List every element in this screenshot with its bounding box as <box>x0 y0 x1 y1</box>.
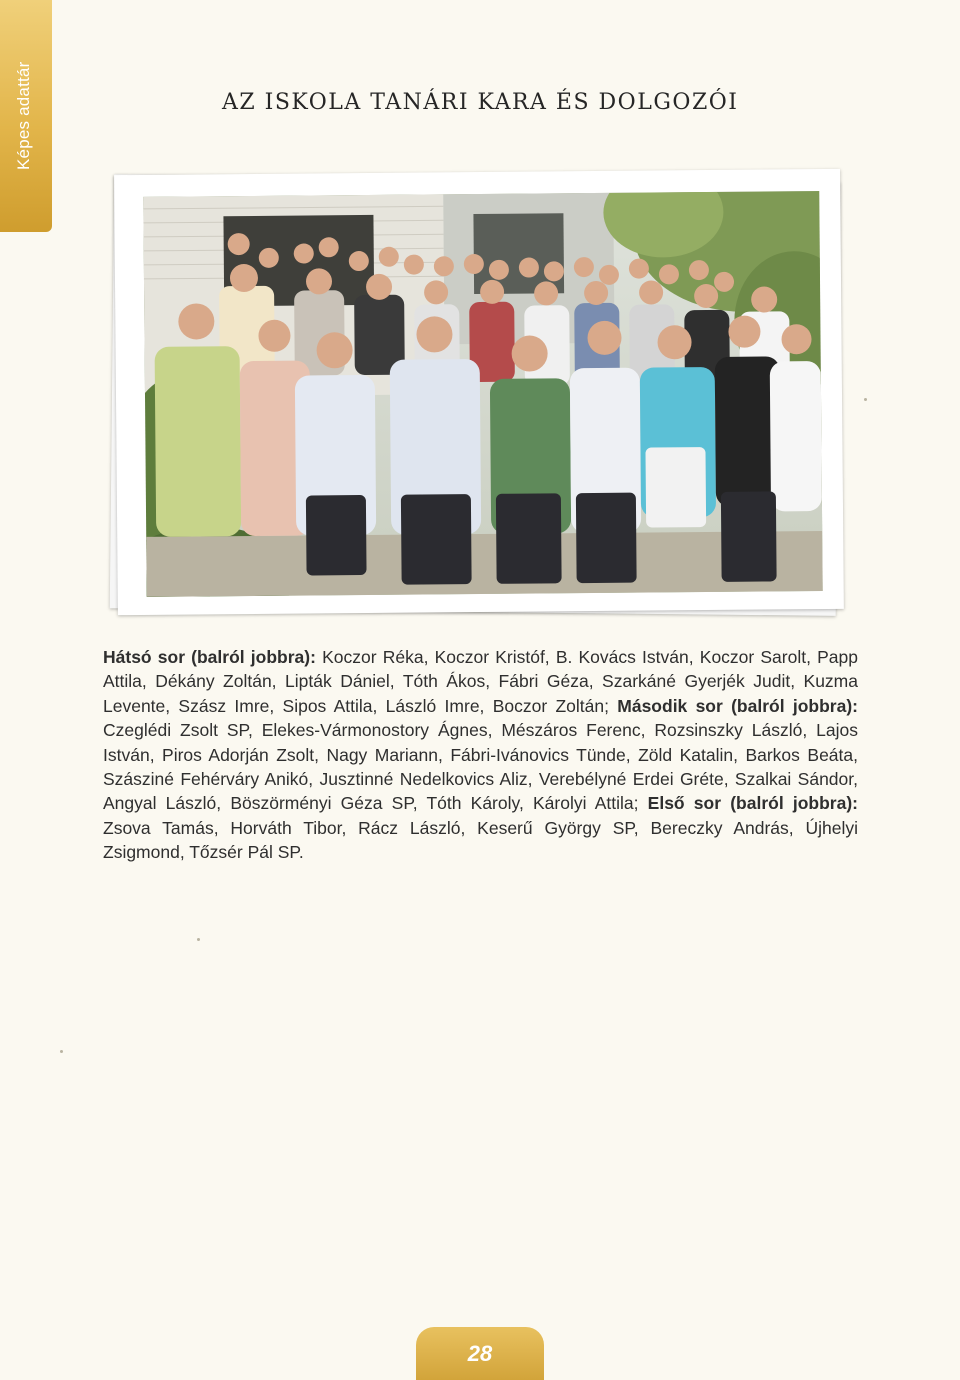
back-row-label: Hátsó sor (balról jobbra): <box>103 647 316 667</box>
photo-frame <box>110 169 848 621</box>
second-row-label: Második sor (balról jobbra): <box>617 695 858 716</box>
front-row-label: Első sor (balról jobbra): <box>647 793 858 814</box>
page-number: 28 <box>416 1327 544 1380</box>
back-row-names: Koczor Réka, Koczor Kristóf, B. Kovács István, Koczor Sarolt, Papp Attila, Dékány Zoltán, Lipták Dániel, Tóth Ákos, Fábri Géza, Szarkáné Gyerjék Judit, Kuzma Levente, Szász Imre, Sipos Attila, László Imre, Boczor Zoltán; <box>103 647 858 716</box>
second-row-names: Czeglédi Zsolt SP, Elekes-Vármonostory Ágnes, Mészáros Ferenc, Rozsinszky László, Lajos István, Piros Adorján Zsolt, Nagy Mariann, Fábri-Ivánovics Tünde, Zöld Katalin, Barkos Beáta, Szásziné Fehérváry Anikó, Jusztinné Nedelkovics Aliz, Verebélyné Erdei Gréte, Szalkai Sándor, Angyal László, Böszörményi Géza SP, Tóth Károly, Károlyi Attila; <box>103 720 858 814</box>
paper-speck <box>60 1050 63 1053</box>
page-title: AZ ISKOLA TANÁRI KARA ÉS DOLGOZÓI <box>222 90 739 115</box>
front-row-names: Zsova Tamás, Horváth Tibor, Rácz László, Keserű György SP, Bereczky András, Újhelyi Zsigmond, Tőzsér Pál SP. <box>103 817 858 863</box>
group-photo <box>143 191 822 597</box>
paper-speck <box>197 938 200 941</box>
photo-paper-front <box>114 169 844 615</box>
paper-speck <box>864 398 867 401</box>
section-tab-label: Képes adattár <box>14 61 33 170</box>
section-tab <box>0 0 52 232</box>
photo-caption <box>103 645 858 865</box>
